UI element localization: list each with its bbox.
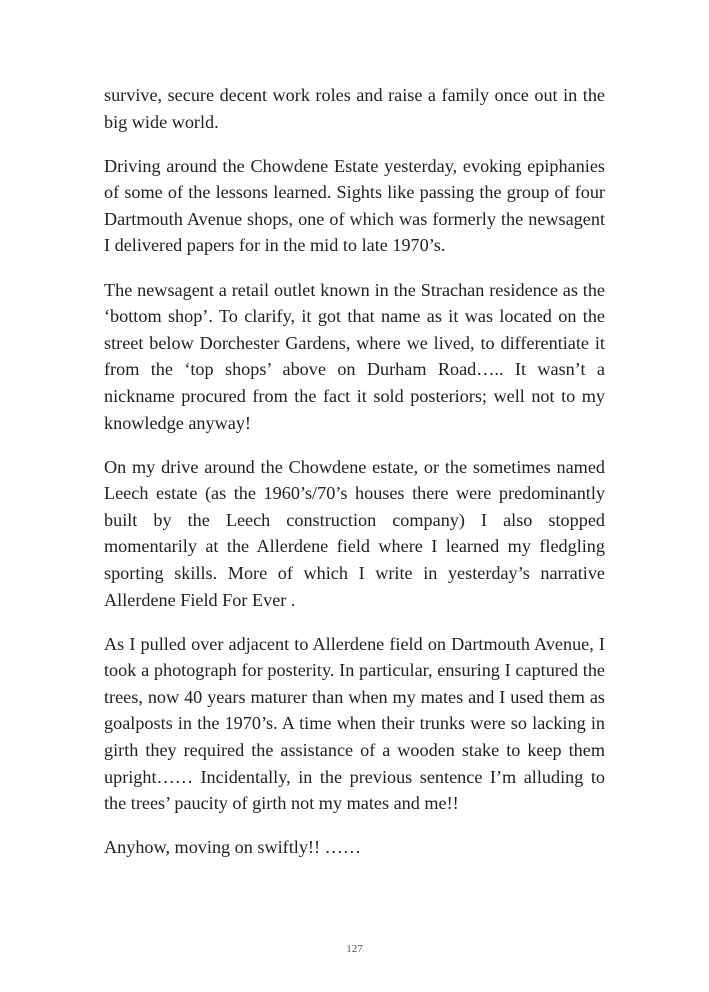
paragraph-5: As I pulled over adjacent to Allerdene field on Dartmouth Avenue, I took a photograph for posterity. In particular, ensuring I captured the trees, now 40 years maturer than when my mates and I used them as goalposts in the 1970’s. A time when their trunks were so lacking in girth they required the assistance of a wooden stake to keep them upright…… Incidentally, in the previous sentence I’m alluding to the trees’ paucity of girth not my mates and me!! <box>104 633 605 814</box>
body-text <box>104 82 605 878</box>
paragraph-4: On my drive around the Chowdene estate, or the sometimes named Leech estate (as the 1960’s/70’s houses there were predominantly built by the Leech construction company) I also stopped momentarily at the Allerdene field where I learned my fledgling sporting skills. More of which I write in yesterday’s narrative Allerdene Field For Ever . <box>104 456 605 610</box>
paragraph-3: The newsagent a retail outlet known in the Strachan residence as the ‘bottom shop’. To clarify, it got that name as it was located on the street below Dorchester Gardens, where we lived, to differentiate it from the ‘top shops’ above on Durham Road….. It wasn’t a nickname procured from the fact it sold posteriors; well not to my knowledge anyway! <box>104 279 605 433</box>
paragraph-1: survive, secure decent work roles and raise a family once out in the big wide world. <box>104 85 605 132</box>
page-number: 127 <box>346 943 363 955</box>
paragraph-2: Driving around the Chowdene Estate yesterday, evoking epiphanies of some of the lessons learned. Sights like passing the group of four Dartmouth Avenue shops, one of which was formerly the newsagent I delivered papers for in the mid to late 1970’s. <box>104 155 605 256</box>
paragraph-6: Anyhow, moving on swiftly!! …… <box>104 837 361 858</box>
